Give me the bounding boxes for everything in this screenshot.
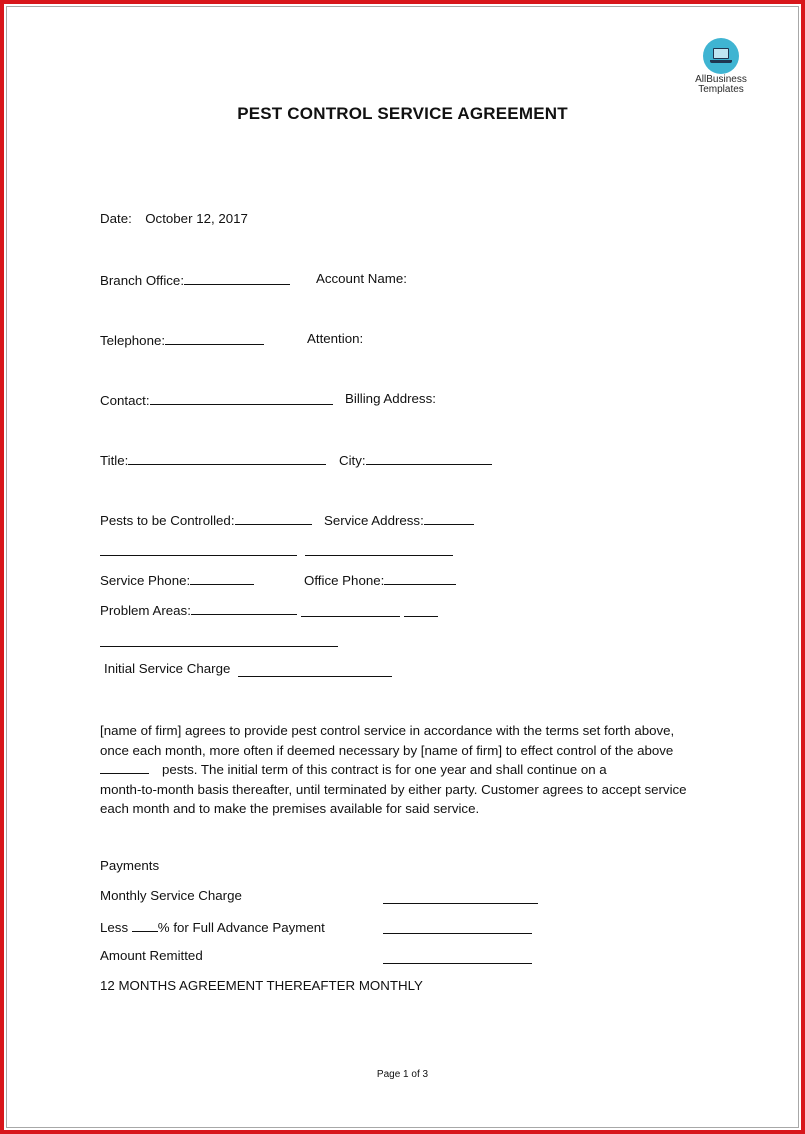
agreement-note: 12 MONTHS AGREEMENT THEREAFTER MONTHLY: [100, 978, 423, 993]
amount-remitted-label: Amount Remitted: [100, 948, 203, 963]
pests-count-blank[interactable]: [100, 760, 149, 774]
logo-line-2: Templates: [698, 84, 744, 95]
telephone-label: Telephone:: [100, 333, 166, 348]
laptop-icon: [703, 38, 739, 74]
date-label: Date:: [100, 211, 132, 226]
branch-office-field: [100, 271, 290, 289]
blank-line[interactable]: [404, 616, 438, 617]
monthly-charge-label: Monthly Service Charge: [100, 888, 242, 903]
initial-charge-label: Initial Service Charge: [104, 661, 231, 676]
paragraph-line: [name of firm] agrees to provide pest control service in accordance with the terms set forth above,: [100, 723, 675, 738]
contact-field: [100, 391, 333, 409]
page-number: Page 1 of 3: [376, 1069, 429, 1080]
initial-charge-blank[interactable]: [238, 676, 392, 677]
advance-payment-label: % for Full Advance Payment: [157, 920, 325, 935]
problem-areas-field: [100, 601, 297, 619]
service-address-label: Service Address:: [324, 513, 424, 528]
problem-areas-blank[interactable]: [191, 601, 297, 615]
service-phone-field: [100, 571, 254, 589]
blank-line[interactable]: [305, 555, 453, 556]
advance-payment-blank[interactable]: [383, 933, 532, 934]
paragraph-line-3-text: pests. The initial term of this contract is for one year and shall continue on a: [162, 762, 607, 778]
document-title: PEST CONTROL SERVICE AGREEMENT: [237, 104, 568, 123]
pests-label: Pests to be Controlled:: [100, 513, 235, 528]
branch-office-label: Branch Office:: [100, 273, 185, 288]
problem-areas-label: Problem Areas:: [100, 603, 191, 618]
allbusiness-logo: [688, 38, 754, 95]
billing-address-label: Billing Address:: [345, 391, 436, 406]
telephone-field: [100, 331, 264, 349]
paragraph-line: each month and to make the premises available for said service.: [100, 801, 480, 817]
monthly-charge-blank[interactable]: [383, 903, 538, 904]
advance-payment-row: [100, 918, 325, 936]
date-value: October 12, 2017: [145, 211, 248, 226]
contact-blank[interactable]: [150, 391, 333, 405]
blank-line[interactable]: [100, 555, 297, 556]
city-label: City:: [339, 453, 366, 468]
pests-field: [100, 511, 312, 529]
paragraph-line-3: [100, 760, 720, 780]
blank-line[interactable]: [301, 616, 400, 617]
city-field: [339, 451, 492, 469]
agreement-paragraph: [100, 721, 720, 819]
contact-label: Contact:: [100, 393, 150, 408]
service-address-blank[interactable]: [424, 511, 474, 525]
payments-heading: Payments: [100, 858, 160, 873]
office-phone-blank[interactable]: [384, 571, 456, 585]
attention-label: Attention:: [307, 331, 364, 346]
percent-blank[interactable]: [132, 918, 158, 932]
account-name-label: Account Name:: [316, 271, 407, 286]
service-phone-label: Service Phone:: [100, 573, 191, 588]
paragraph-line: once each month, more often if deemed necessary by [name of firm] to effect control of the above: [100, 742, 674, 758]
title-label: Title:: [100, 453, 129, 468]
service-address-field: [324, 511, 474, 529]
pests-blank[interactable]: [235, 511, 312, 525]
blank-line[interactable]: [100, 646, 338, 647]
office-phone-field: [304, 571, 456, 589]
date-row: [100, 211, 248, 227]
office-phone-label: Office Phone:: [304, 573, 385, 588]
amount-remitted-blank[interactable]: [383, 963, 532, 964]
city-blank[interactable]: [366, 451, 492, 465]
paragraph-line: month-to-month basis thereafter, until terminated by either party. Customer agrees to accept service: [100, 781, 687, 797]
less-label: Less: [100, 920, 129, 935]
branch-office-blank[interactable]: [184, 271, 290, 285]
telephone-blank[interactable]: [165, 331, 264, 345]
logo-line-1: AllBusiness: [695, 74, 747, 85]
service-phone-blank[interactable]: [190, 571, 254, 585]
title-field: [100, 451, 326, 469]
title-blank[interactable]: [128, 451, 326, 465]
